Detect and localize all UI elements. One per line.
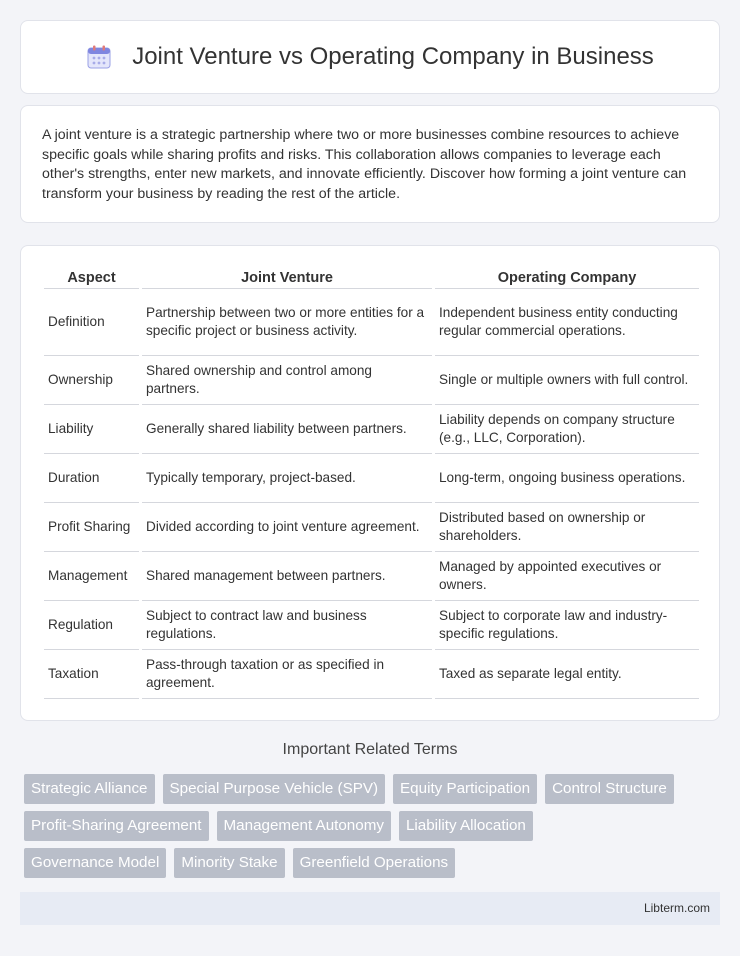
intro-card bbox=[20, 105, 720, 223]
cell-aspect: Definition bbox=[44, 289, 139, 356]
page-title: Joint Venture vs Operating Company in Business bbox=[132, 43, 654, 70]
cell-aspect: Management bbox=[44, 552, 139, 601]
tag-minority-stake[interactable]: Minority Stake bbox=[174, 848, 284, 878]
cell-joint-venture: Partnership between two or more entities for a specific project or business activity. bbox=[142, 289, 432, 356]
cell-joint-venture: Subject to contract law and business regulations. bbox=[142, 601, 432, 650]
tag-row bbox=[24, 848, 724, 878]
table-row bbox=[44, 356, 699, 405]
cell-joint-venture: Shared ownership and control among partners. bbox=[142, 356, 432, 405]
cell-operating-company: Subject to corporate law and industry-specific regulations. bbox=[435, 601, 699, 650]
title-card bbox=[20, 20, 720, 94]
related-terms-heading: Important Related Terms bbox=[282, 741, 458, 758]
table-row bbox=[44, 503, 699, 552]
comparison-card bbox=[20, 245, 720, 721]
table-row bbox=[44, 405, 699, 454]
cell-joint-venture: Generally shared liability between partners. bbox=[142, 405, 432, 454]
calendar-icon bbox=[86, 44, 112, 70]
tag-governance-model[interactable]: Governance Model bbox=[24, 848, 166, 878]
cell-operating-company: Managed by appointed executives or owners. bbox=[435, 552, 699, 601]
cell-aspect: Profit Sharing bbox=[44, 503, 139, 552]
tag-control-structure[interactable]: Control Structure bbox=[545, 774, 674, 804]
header-aspect: Aspect bbox=[44, 268, 139, 289]
cell-joint-venture: Pass-through taxation or as specified in agreement. bbox=[142, 650, 432, 699]
table-row bbox=[44, 601, 699, 650]
cell-aspect: Liability bbox=[44, 405, 139, 454]
cell-operating-company: Distributed based on ownership or shareholders. bbox=[435, 503, 699, 552]
tag-liability-allocation[interactable]: Liability Allocation bbox=[399, 811, 533, 841]
intro-paragraph: A joint venture is a strategic partnership where two or more businesses combine resources to achieve specific goals while sharing profits and risks. This collaboration allows companies to leverage each other's strengths, enter new markets, and innovate efficiently. Discover how forming a joint venture can transform your business by reading the rest of the article. bbox=[42, 127, 687, 202]
comparison-table bbox=[41, 268, 702, 699]
tag-strategic-alliance[interactable]: Strategic Alliance bbox=[24, 774, 155, 804]
tag-row bbox=[24, 774, 724, 804]
cell-operating-company: Taxed as separate legal entity. bbox=[435, 650, 699, 699]
cell-operating-company: Single or multiple owners with full control. bbox=[435, 356, 699, 405]
table-row bbox=[44, 552, 699, 601]
header-operating-company: Operating Company bbox=[435, 268, 699, 289]
cell-operating-company: Liability depends on company structure (e.g., LLC, Corporation). bbox=[435, 405, 699, 454]
tag-management-autonomy[interactable]: Management Autonomy bbox=[217, 811, 391, 841]
tag-row bbox=[24, 811, 724, 841]
tag-special-purpose-vehicle[interactable]: Special Purpose Vehicle (SPV) bbox=[163, 774, 386, 804]
cell-aspect: Duration bbox=[44, 454, 139, 503]
cell-joint-venture: Divided according to joint venture agreement. bbox=[142, 503, 432, 552]
table-header-row bbox=[44, 268, 699, 289]
tag-equity-participation[interactable]: Equity Participation bbox=[393, 774, 537, 804]
cell-aspect: Ownership bbox=[44, 356, 139, 405]
tag-profit-sharing-agreement[interactable]: Profit-Sharing Agreement bbox=[24, 811, 209, 841]
table-row bbox=[44, 454, 699, 503]
footer-brand-link[interactable]: Libterm.com bbox=[643, 901, 710, 915]
cell-operating-company: Independent business entity conducting regular commercial operations. bbox=[435, 289, 699, 356]
cell-joint-venture: Typically temporary, project-based. bbox=[142, 454, 432, 503]
header-joint-venture: Joint Venture bbox=[142, 268, 432, 289]
cell-operating-company: Long-term, ongoing business operations. bbox=[435, 454, 699, 503]
cell-joint-venture: Shared management between partners. bbox=[142, 552, 432, 601]
cell-aspect: Taxation bbox=[44, 650, 139, 699]
table-row bbox=[44, 289, 699, 356]
cell-aspect: Regulation bbox=[44, 601, 139, 650]
table-row bbox=[44, 650, 699, 699]
tag-greenfield-operations[interactable]: Greenfield Operations bbox=[293, 848, 456, 878]
footer bbox=[20, 892, 720, 925]
related-terms-list bbox=[24, 774, 724, 885]
